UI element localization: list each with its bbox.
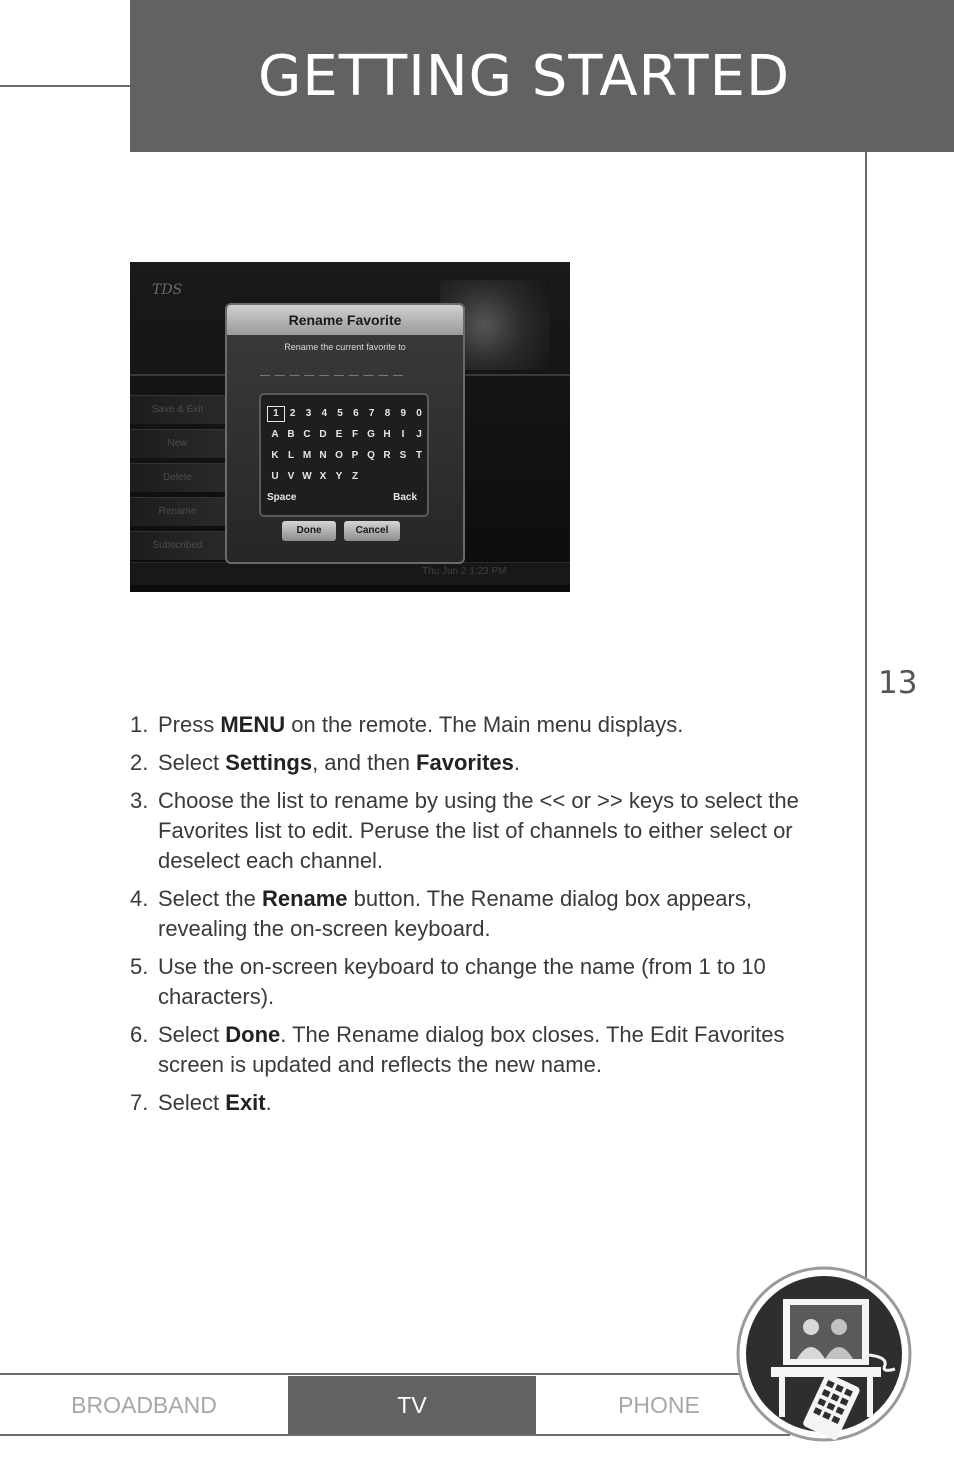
keyboard-key: P xyxy=(351,450,359,461)
keyboard-row xyxy=(267,466,427,487)
step-item: 1. Press MENU on the remote. The Main menu displays. xyxy=(130,710,810,740)
on-screen-keyboard xyxy=(259,393,429,517)
step-number: 6. xyxy=(130,1022,149,1047)
menu-item-save-exit: Save & Exit xyxy=(130,395,225,424)
keyboard-key: T xyxy=(415,450,423,461)
step-number: 4. xyxy=(130,886,149,911)
keyboard-key: 2 xyxy=(289,408,296,419)
step-keyword: MENU xyxy=(220,712,286,737)
keyboard-key: D xyxy=(319,429,327,440)
keyboard-key: 9 xyxy=(400,408,407,419)
step-number: 1. xyxy=(130,712,149,737)
page-number: 13 xyxy=(878,665,918,701)
nav-tab-tv[interactable]: TV xyxy=(288,1376,536,1434)
tv-remote-icon xyxy=(735,1265,913,1443)
dialog-subtitle: Rename the current favorite to xyxy=(284,342,406,352)
step-keyword: Exit xyxy=(225,1090,266,1115)
step-item: 4. Select the Rename button. The Rename dialog box appears, revealing the on-screen keyboard. xyxy=(130,886,752,941)
step-number: 3. xyxy=(130,788,149,813)
keyboard-key: U xyxy=(271,471,279,482)
keyboard-key: F xyxy=(351,429,359,440)
keyboard-key: N xyxy=(319,450,327,461)
keyboard-key: M xyxy=(302,450,312,461)
keyboard-key: A xyxy=(271,429,279,440)
name-entry-field: — — — — — — — — — — xyxy=(260,370,405,381)
keyboard-key: 5 xyxy=(337,408,343,419)
tds-logo: TDS xyxy=(152,282,183,298)
keyboard-key: J xyxy=(416,429,422,440)
keyboard-key: E xyxy=(335,429,343,440)
step-item: 2. Select Settings, and then Favorites. xyxy=(130,748,810,778)
keyboard-key: H xyxy=(383,429,391,440)
keyboard-row xyxy=(267,424,427,445)
keyboard-key: X xyxy=(319,471,327,482)
step-keyword: Done xyxy=(225,1022,281,1047)
keyboard-key: C xyxy=(303,429,311,440)
step-item: 6. Select Done. The Rename dialog box closes. The Edit Favorites screen is updated and reflects the new name. xyxy=(130,1022,785,1077)
keyboard-key: R xyxy=(383,450,391,461)
menu-item-delete: Delete xyxy=(130,463,225,492)
header-rule xyxy=(0,85,130,87)
keyboard-key: Z xyxy=(351,471,359,482)
keyboard-key: 6 xyxy=(353,408,359,419)
keyboard-row xyxy=(267,403,427,424)
step-number: 5. xyxy=(130,954,149,979)
keyboard-key: V xyxy=(287,471,295,482)
step-number: 2. xyxy=(130,750,149,775)
steps-list xyxy=(130,710,810,1126)
step-keyword: Rename xyxy=(261,886,348,911)
keyboard-key: S xyxy=(399,450,407,461)
keyboard-row-special xyxy=(267,487,417,508)
nav-top-rule xyxy=(0,1373,790,1375)
step-item: 7. Select Exit. xyxy=(130,1088,810,1118)
space-key: Space xyxy=(267,492,297,503)
keyboard-key: 7 xyxy=(368,408,375,419)
keyboard-key: 3 xyxy=(305,408,312,419)
keyboard-key: G xyxy=(367,429,375,440)
rename-dialog xyxy=(225,303,465,564)
keyboard-key: L xyxy=(287,450,295,461)
margin-rule xyxy=(865,152,867,1282)
keyboard-key: 8 xyxy=(384,408,391,419)
keyboard-key: 0 xyxy=(416,408,422,419)
menu-item-new: New xyxy=(130,429,225,458)
keyboard-key: 4 xyxy=(321,408,328,419)
page-title: GETTING STARTED xyxy=(258,43,791,109)
done-button: Done xyxy=(282,521,336,541)
step-number: 7. xyxy=(130,1090,149,1115)
step-item: 5. Use the on-screen keyboard to change the name (from 1 to 10 characters). xyxy=(130,954,766,1009)
nav-bottom-rule xyxy=(0,1434,790,1436)
page-header xyxy=(130,0,954,152)
keyboard-key: I xyxy=(401,429,405,440)
nav-tab-phone[interactable]: PHONE xyxy=(618,1392,700,1418)
keyboard-key: 1 xyxy=(267,406,285,422)
dialog-title: Rename Favorite xyxy=(227,305,463,335)
nav-tab-broadband[interactable]: BROADBAND xyxy=(71,1392,217,1418)
keyboard-key: O xyxy=(335,450,343,461)
keyboard-key: W xyxy=(302,471,312,482)
keyboard-key: Q xyxy=(367,450,375,461)
step-keyword: Favorites xyxy=(416,750,514,775)
keyboard-row xyxy=(267,445,427,466)
keyboard-key: K xyxy=(271,450,279,461)
rename-favorite-screenshot xyxy=(130,262,570,592)
step-item: 3. Choose the list to rename by using the << or >> keys to select the Favorites list to edit. Peruse the list of channels to either select or deselect each channel. xyxy=(130,788,799,873)
back-key: Back xyxy=(393,492,417,503)
keyboard-key: B xyxy=(287,429,295,440)
menu-item-subscribed: Subscribed xyxy=(130,531,225,560)
screen-datetime: Thu Jun 2 1:23 PM xyxy=(422,566,507,577)
cancel-button: Cancel xyxy=(344,521,400,541)
menu-item-rename: Rename xyxy=(130,497,225,526)
keyboard-key: Y xyxy=(335,471,343,482)
step-keyword: Settings xyxy=(225,750,313,775)
